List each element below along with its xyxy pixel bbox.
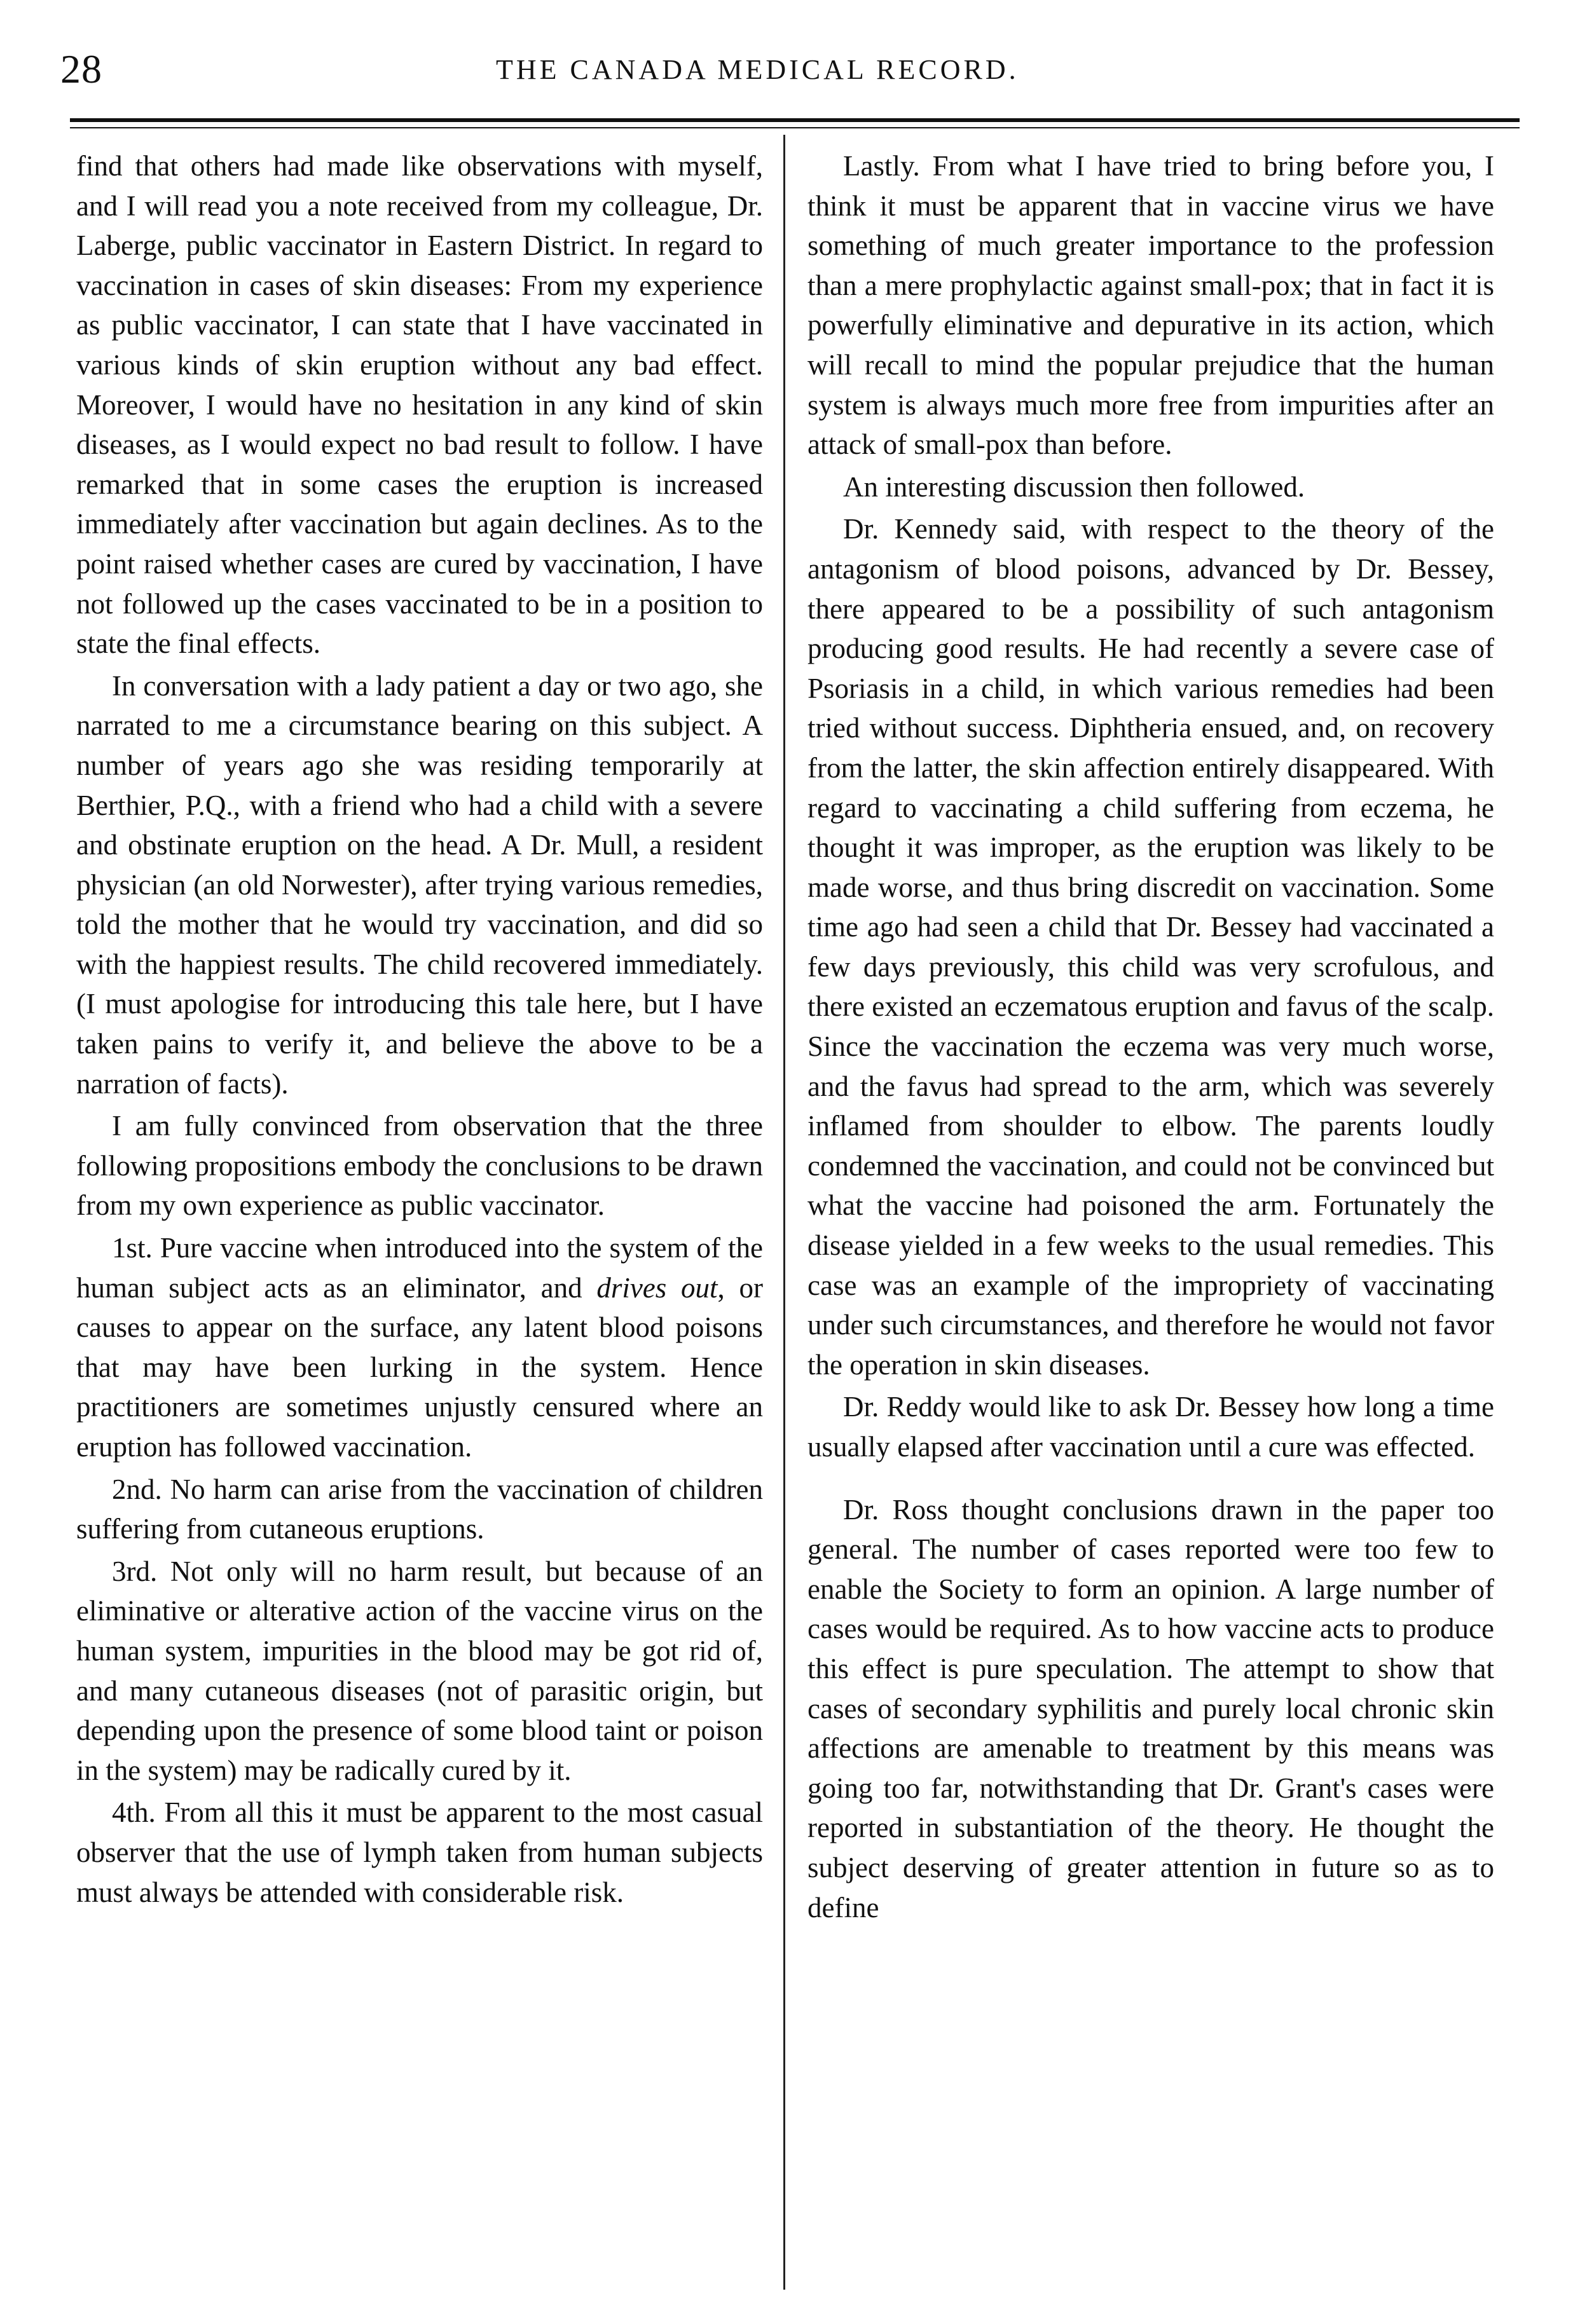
left-paragraph: In conversation with a lady patient a day or two ago, she narrated to me a circumstance bearing on this subject. A number of years ago she was residing temporarily at Berthier, P.Q., with a friend who had a child with a severe and obstinate eruption on the head. A Dr. Mull, a resident physician (an old Norwester), after trying various remedies, told the mother that he would try vaccination, and did so with the happiest results. The child recovered immediately. (I must apologise for introducing this tale here, but I have taken pains to verify it, and believe the above to be a narration of facts). xyxy=(76,669,763,1100)
left-paragraph-proposition-3: 3rd. Not only will no harm result, but because of an eliminative or alterative action of the vaccine virus on the human system, impurities in the blood may be got rid of, and many cutaneous diseases (not of parasitic origin, but depending upon the presence of some blood taint or poison in the system) may be radically cured by it. xyxy=(76,1555,763,1786)
left-paragraph-proposition-1 xyxy=(76,1228,763,1467)
right-paragraph: Dr. Kennedy said, with respect to the theory of the antagonism of blood poisons, advanced by Dr. Bessey, there appeared to be a possibility of such antagonism producing good results. He had recently a severe case of Psoriasis in a child, in which various remedies had been tried without success. Diphtheria ensued, and, on recovery from the latter, the skin affection entirely disappeared. With regard to vaccinating a child suffering from eczema, he thought it was improper, as the eruption was likely to be made worse, and thus bring discredit on vaccination. Some time ago had seen a child that Dr. Bessey had vaccinated a few days previously, this child was very scrofulous, and there existed an eczematous eruption and favus of the scalp. Since the vaccination the eczema was very much worse, and the favus had spread to the arm, which was severely inflamed from shoulder to elbow. The parents loudly condemned the vaccination, and could not be convinced but what the vaccine had poisoned the arm. Fortunately the disease yielded in a few weeks to the usual remedies. This case was an example of the impropriety of vaccinating under such circumstances, and therefore he would not favor the operation in skin diseases. xyxy=(807,513,1494,1381)
left-paragraph: find that others had made like observations with myself, and I will read you a note received from my colleague, Dr. Laberge, public vaccinator in Eastern District. In regard to vaccination in cases of skin diseases: From my experience as public vaccinator, I can state that I have vaccinated in various kinds of skin eruption without any bad effect. Moreover, I would have no hesitation in any kind of skin diseases, as I would expect no bad result to follow. I have remarked that in some cases the eruption is increased immediately after vaccination but again declines. As to the point raised whether cases are cured by vaccination, I have not followed up the cases vaccinated to be in a position to state the final effects. xyxy=(76,150,763,660)
left-paragraph-proposition-4: 4th. From all this it must be apparent to the most casual observer that the use of lymph taken from human subjects must always be attended with considerable risk. xyxy=(76,1796,763,1908)
left-column xyxy=(76,146,763,1915)
right-column xyxy=(807,146,1494,1930)
column-divider xyxy=(783,135,785,2290)
text-span: 1st. Pure vaccine when introduced into the system of the human subject acts as an eliminator, and xyxy=(76,1232,763,1304)
running-head: THE CANADA MEDICAL RECORD. xyxy=(496,54,1019,85)
left-paragraph: I am fully convinced from observation that the three following propositions embody the conclusions to be drawn from my own experience as public vaccinator. xyxy=(76,1110,763,1222)
left-paragraph-proposition-2: 2nd. No harm can arise from the vaccination of children suffering from cutaneous eruptions. xyxy=(76,1473,763,1545)
page-number: 28 xyxy=(60,46,102,92)
right-paragraph: Dr. Ross thought conclusions drawn in the paper too general. The number of cases reported were too few to enable the Society to form an opinion. A large number of cases would be required. As to how vaccine acts to produce this effect is pure speculation. The attempt to show that cases of secondary syphilitis and purely local chronic skin affections are amenable to treatment by this means was going too far, notwithstanding that Dr. Grant's cases were reported in substantiation of the theory. He thought the subject deserving of greater attention in future so as to define xyxy=(807,1493,1494,1924)
paragraph-gap xyxy=(807,1470,1494,1490)
italic-text: drives out xyxy=(596,1271,718,1304)
header-rule-thin xyxy=(70,127,1520,128)
header-rule-thick xyxy=(70,118,1520,122)
right-paragraph: Dr. Reddy would like to ask Dr. Bessey how long a time usually elapsed after vaccination until a cure was effected. xyxy=(807,1391,1494,1463)
right-paragraph: Lastly. From what I have tried to bring before you, I think it must be apparent that in vaccine virus we have something of much greater importance to the profession than a mere prophylactic against small-pox; that in fact it is powerfully eliminative and depurative in its action, which will recall to mind the popular prejudice that the human system is always much more free from impurities after an attack of small-pox than before. xyxy=(807,150,1494,461)
right-paragraph: An interesting discussion then followed. xyxy=(843,470,1305,503)
text-span: , or causes to appear on the surface, any latent blood poisons that may have been lurking in the system. Hence practitioners are sometimes unjustly censured where an eruption has followed vaccination. xyxy=(76,1271,763,1463)
